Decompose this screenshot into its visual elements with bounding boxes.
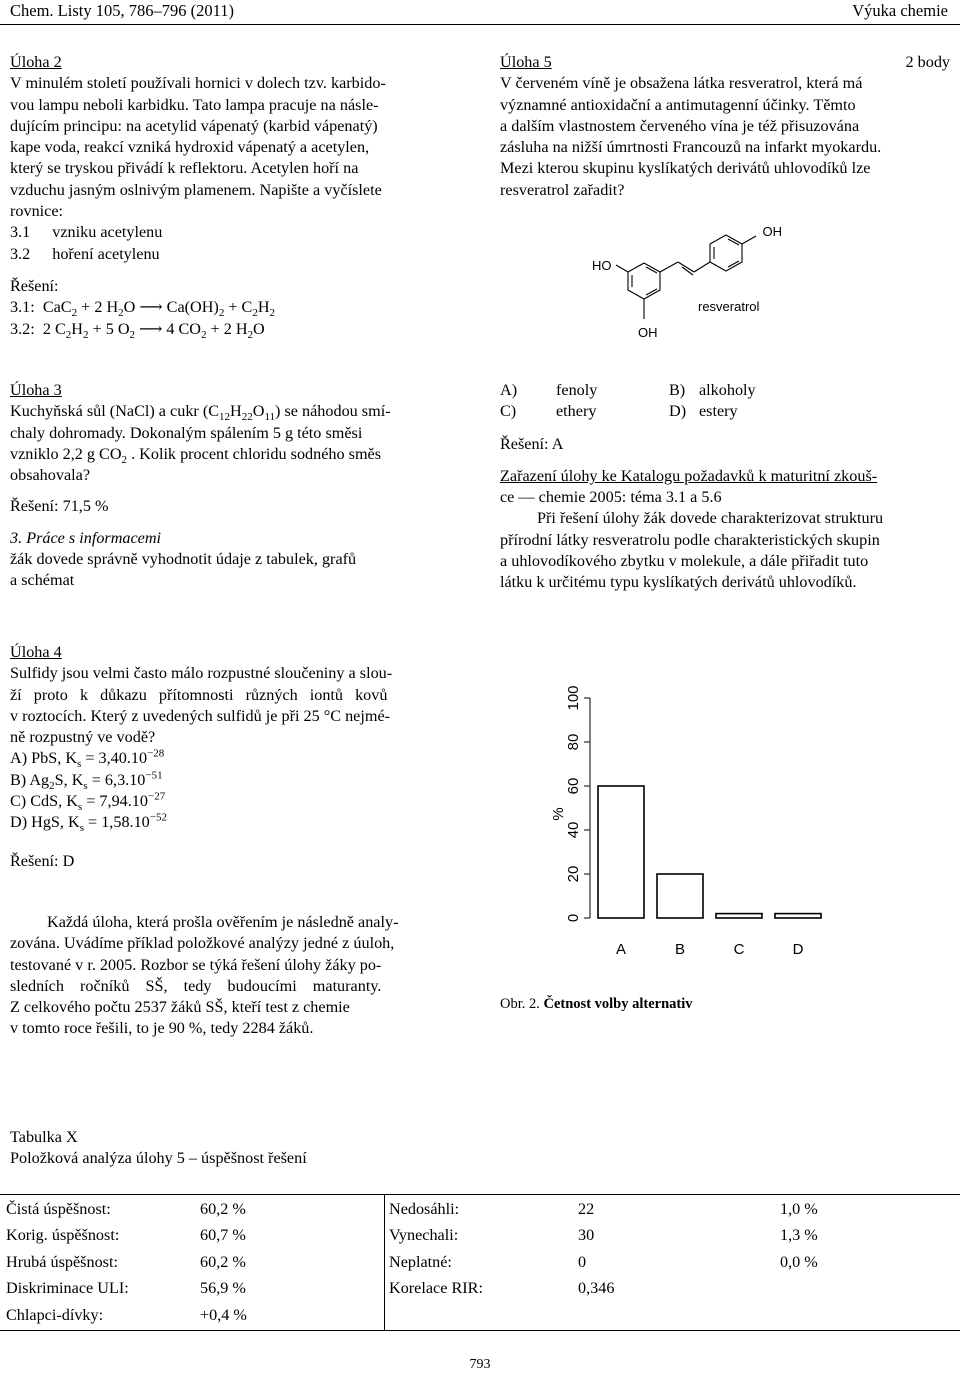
text-line: Mezi kterou skupinu kyslíkatých derivátů uhlovodíků lze — [500, 159, 871, 178]
equation-3-1: 3.1: CaC$_2$ + 2 $H_2O$ ⟶ $Ca(OH)_2 + C_2H_2$ — [10, 298, 276, 320]
y-tick-label: 40 — [565, 821, 582, 839]
table-row — [383, 1276, 900, 1303]
text-line: ně rozpustný ve vodě? — [10, 728, 156, 747]
table-bottom-rule — [0, 1330, 960, 1331]
bars — [598, 786, 821, 918]
text-line: přírodní látky resveratrolu podle charakteristických skupin — [500, 530, 880, 549]
bar-d — [775, 914, 821, 918]
category-label-d: D — [792, 941, 804, 958]
y-tick-label: 20 — [565, 865, 582, 883]
text-line: a schémat — [10, 571, 75, 590]
option-c: C) CdS, $K_s = 7,94.10^{-27}$ — [10, 790, 166, 814]
cell-count: 30 — [578, 1226, 595, 1245]
cell-label: Hrubá úspěšnost: — [6, 1252, 118, 1271]
text-line: sledních ročníků SŠ, tedy budoucími maturanty. — [10, 976, 382, 995]
page-number: 793 — [469, 1357, 491, 1372]
cell-value: 56,9 % — [200, 1279, 246, 1298]
text-line: žák dovede správně vyhodnotit údaje z tabulek, grafů — [10, 550, 357, 569]
text-line: V minulém století používali hornici v dolech tzv. karbido- — [10, 74, 386, 93]
category-label-a: A — [615, 941, 627, 958]
text-line: který se tryskou přivádí k reflektoru. Acetylen hoří na — [10, 159, 359, 178]
text-line: V červeném víně je obsažena látka resveratrol, která má — [500, 74, 863, 93]
text-line: testované v r. 2005. Rozbor se týká řešení úlohy žáky po- — [10, 955, 382, 974]
text-line: Z celkového počtu 2537 žáků SŠ, kteří test z chemie — [10, 998, 350, 1017]
y-tick-label: 80 — [565, 733, 582, 751]
caption-prefix: Obr. 2. — [500, 996, 540, 1012]
section-name: Výuka chemie — [852, 1, 948, 20]
caption-text: Četnost volby alternativ — [543, 996, 693, 1012]
cell-label: Čistá úspěšnost: — [6, 1199, 111, 1218]
text-line: vzduchu jasným oslnivým plamenem. Napište a vyčíslete — [10, 180, 382, 199]
text-line: významné antioxidační a antimutagenní účinky. Těmto — [500, 95, 856, 114]
answer-key: D) — [669, 402, 687, 421]
text-line: obsahovala? — [10, 466, 91, 485]
table-row — [0, 1249, 380, 1276]
text-line: zásluha na nižší úmrtnosti Francouzů na infarkt myokardu. — [500, 138, 882, 157]
choice-frequency-chart — [530, 680, 850, 980]
answer-text: estery — [699, 402, 738, 421]
y-tick-label: 100 — [565, 685, 582, 711]
cell-label: Neplatné: — [389, 1252, 452, 1271]
oh-group-top: OH — [762, 224, 782, 239]
zarazeni-line-2: ce — chemie 2005: téma 3.1 a 5.6 — [500, 488, 722, 507]
table-row — [0, 1223, 380, 1250]
page-header — [0, 0, 960, 24]
answer-row — [500, 401, 950, 422]
text-line: Sulfidy jsou velmi často málo rozpustné sloučeniny a slou- — [10, 664, 393, 683]
uloha-3-reseni: Řešení: 71,5 % — [10, 497, 109, 516]
uloha-4-reseni: Řešení: D — [10, 851, 75, 870]
text-line: vzniklo 2,2 g $CO_2$ . Kolik procent chloridu sodného směs — [10, 444, 382, 467]
text-line: a dalším vlastnostem červeného vína je též přisuzována — [500, 116, 860, 135]
y-axis-label: % — [550, 807, 567, 821]
cell-label: Korig. úspěšnost: — [6, 1226, 120, 1245]
benzene-ring-right — [710, 235, 742, 271]
cell-pct — [774, 1276, 900, 1303]
q-text: hoření acetylenu — [52, 244, 160, 263]
q-number: 3.1 — [10, 223, 31, 242]
cell-value: 60,2 % — [200, 1252, 246, 1271]
table-row — [383, 1302, 900, 1329]
table-row — [383, 1196, 900, 1223]
table-left — [0, 1196, 380, 1329]
question-3-2 — [10, 244, 460, 265]
uloha-2-title: Úloha 2 — [10, 53, 62, 71]
category-label-b: B — [674, 941, 686, 958]
option-a: A) PbS, $K_s = 3,40.10^{-28}$ — [10, 748, 165, 771]
text-line: v roztocích. Který z uvedených sulfidů je při 25 °C nejmé- — [10, 706, 391, 725]
analysis-paragraph — [10, 912, 460, 1040]
benzene-ring-left — [628, 263, 660, 299]
journal-citation: Chem. Listy 105, 786–796 (2011) — [10, 1, 234, 20]
cell-pct: 1,0 % — [780, 1199, 818, 1218]
reseni-label: Řešení: — [10, 276, 59, 295]
uloha-5-reseni: Řešení: A — [500, 434, 564, 453]
section-3-title: 3. Práce s informacemi — [10, 528, 162, 547]
question-3-1 — [10, 222, 460, 243]
option-d: D) HgS, $K_s = 1,58.10^{-52}$ — [10, 811, 167, 835]
table-row — [0, 1196, 380, 1223]
cell-label: Chlapci-dívky: — [6, 1305, 104, 1324]
oh-group-bottom: OH — [638, 325, 658, 340]
uloha-5-heading — [500, 52, 950, 73]
answer-text: ethery — [556, 402, 597, 421]
text-line: chaly dohromady. Dokonalým spálením 5 g této směsi — [10, 423, 363, 442]
cell-label: Nedosáhli: — [389, 1199, 460, 1218]
table-row — [0, 1276, 380, 1303]
uloha-3-title: Úloha 3 — [10, 381, 62, 399]
text-line: Při řešení úlohy žák dovede charakterizovat strukturu — [537, 509, 884, 528]
text-line: resveratrol zařadit? — [500, 180, 625, 199]
table-row — [383, 1249, 900, 1276]
answer-key: B) — [669, 381, 686, 399]
text-line: dujícím principu: na acetylid vápenatý (karbid vápenatý) — [10, 116, 378, 135]
uloha-5 — [500, 52, 950, 201]
answer-text: fenoly — [556, 381, 598, 399]
uloha-2 — [10, 52, 460, 340]
y-axis — [565, 685, 590, 922]
points: 2 body — [905, 53, 950, 71]
cell-pct: 0,0 % — [780, 1252, 818, 1271]
uloha-5-answers — [500, 380, 950, 594]
answer-key: C) — [500, 402, 517, 421]
option-b: B) $Ag_2S$, $K_s = 6,3.10^{-51}$ — [10, 769, 163, 793]
text-line: Každá úloha, která prošla ověřením je následně analy- — [47, 913, 399, 931]
cell-value: +0,4 % — [200, 1305, 247, 1324]
text-line: rovnice: — [10, 202, 64, 221]
answer-row — [500, 380, 950, 401]
cell-label: Diskriminace ULI: — [6, 1279, 129, 1298]
table-row — [0, 1302, 380, 1329]
bar-b — [657, 874, 703, 918]
left-column — [10, 52, 460, 340]
resveratrol-structure — [580, 215, 820, 350]
text-line: kape voda, reakcí vzniká hydroxid vápenatý a acetylen, — [10, 138, 370, 157]
text-line: zována. Uvádíme příklad položkové analýzy jedné z úuloh, — [10, 934, 395, 953]
cell-pct: 1,3 % — [780, 1226, 818, 1245]
text-line: látku k určitému typu kyslíkatých derivátů uhlovodíků. — [500, 573, 857, 592]
text-line: ží proto k důkazu přítomnosti různých iontů kovů — [10, 685, 388, 704]
uloha-4-title: Úloha 4 — [10, 643, 62, 661]
category-label-c: C — [733, 941, 745, 958]
equation-3-2: 3.2: 2 $C_2H_2 + 5$ $O_2$ ⟶ 4 $CO_2 + 2$ $H_2O$ — [10, 319, 265, 341]
cell-label: Vynechali: — [389, 1226, 459, 1245]
cell-count: 22 — [578, 1199, 595, 1218]
uloha-3 — [10, 380, 460, 592]
text-line: Kuchyňská sůl (NaCl) a cukr $(C_{12}H_{22}O_{11})$ se náhodou smí- — [10, 402, 391, 424]
q-text: vzniku acetylenu — [52, 223, 163, 242]
zarazeni-line-1: Zařazení úlohy ke Katalogu požadavků k maturitní zkouš- — [500, 466, 878, 485]
bar-c — [716, 914, 762, 918]
y-tick-label: 60 — [565, 777, 582, 795]
figure-caption — [500, 994, 693, 1015]
uloha-5-title: Úloha 5 — [500, 53, 552, 71]
ho-group-left: HO — [592, 258, 612, 273]
molecule-name: resveratrol — [698, 299, 760, 314]
category-labels — [616, 941, 804, 958]
cell-label: Korelace RIR: — [389, 1279, 483, 1298]
header-rule — [0, 24, 960, 25]
text-line: vou lampu neboli karbidku. Tato lampa pracuje na násle- — [10, 95, 379, 114]
table-heading — [10, 1127, 307, 1170]
cell-count: 0 — [578, 1252, 587, 1271]
uloha-4 — [10, 642, 460, 872]
table-subtitle: Položková analýza úlohy 5 – úspěšnost řešení — [10, 1149, 307, 1168]
answer-text: alkoholy — [699, 381, 756, 399]
y-tick-label: 0 — [565, 913, 582, 923]
table-top-rule — [0, 1194, 960, 1195]
table-title: Tabulka X — [10, 1128, 78, 1146]
table-right — [383, 1196, 900, 1329]
text-line: a uhlovodíkového zbytku v molekule, a dále přiřadit tuto — [500, 552, 869, 571]
cell-count: 0,346 — [578, 1279, 615, 1298]
cell-value: 60,7 % — [200, 1226, 246, 1245]
q-number: 3.2 — [10, 244, 31, 263]
cell-value: 60,2 % — [200, 1199, 246, 1218]
text-line: v tomto roce řešili, to je 90 %, tedy 2284 žáků. — [10, 1019, 314, 1038]
answer-key: A) — [500, 381, 518, 399]
bar-a — [598, 786, 644, 918]
table-row — [383, 1223, 900, 1250]
